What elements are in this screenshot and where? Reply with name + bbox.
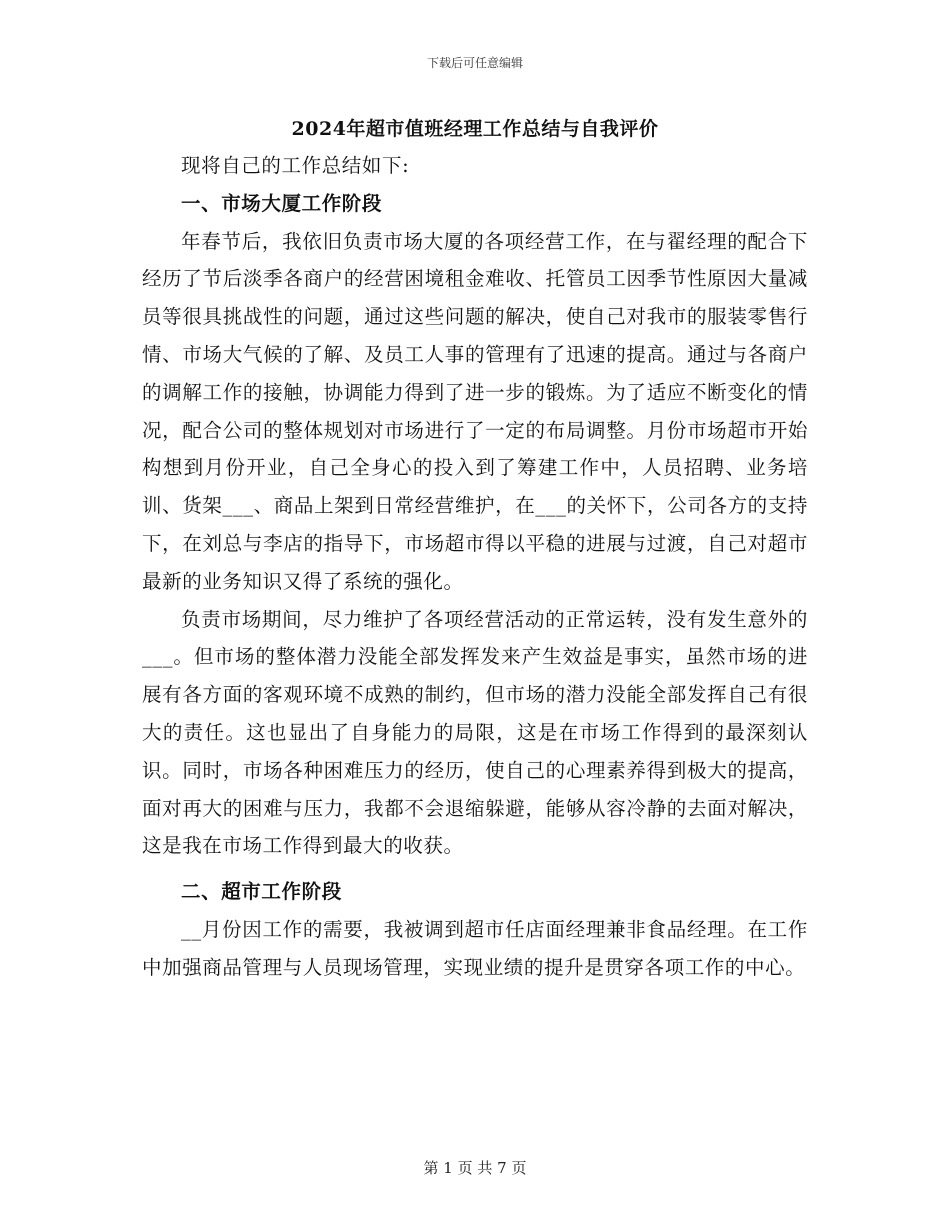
document-title: 2024年超市值班经理工作总结与自我评价 bbox=[291, 118, 659, 140]
body-paragraph-2: 负责市场期间，尽力维护了各项经营活动的正常运转，没有发生意外的___。但市场的整体潜力没能全部发挥发来产生效益是事实，虽然市场的进展有各方面的客观环境不成熟的制约，但市场的潜力没能全部发挥自己有很大的责任。这也显出了自身能力的局限，这是在市场工作得到的最深刻认识。同时，市场各种困难压力的经历，使自己的心理素养得到极大的提高，面对再大的困难与压力，我都不会退缩躲避，能够从容冷静的去面对解决，这是我在市场工作得到最大的收获。 bbox=[142, 607, 808, 858]
document-body bbox=[142, 147, 808, 987]
section-heading-2: 二、超市工作阶段 bbox=[181, 880, 342, 904]
body-paragraph-1: 年春节后，我依旧负责市场大厦的各项经营工作，在与翟经理的配合下经历了节后淡季各商户的经营困境租金难收、托管员工因季节性原因大量减员等很具挑战性的问题，通过这些问题的解决，使自己对我市的服装零售行情、市场大气候的了解、及员工人事的管理有了迅速的提高。通过与各商户的调解工作的接触，协调能力得到了进一步的锻炼。为了适应不断变化的情况，配合公司的整体规划对市场进行了一定的布局调整。月份市场超市开始构想到月份开业，自己全身心的投入到了筹建工作中，人员招聘、业务培训、货架___、商品上架到日常经营维护，在___的关怀下，公司各方的支持下，在刘总与李店的指导下，市场超市得以平稳的进展与过渡，自己对超市最新的业务知识又得了系统的强化。 bbox=[142, 229, 808, 593]
body-paragraph-3: __月份因工作的需要，我被调到超市任店面经理兼非食品经理。在工作中加强商品管理与人员现场管理，实现业绩的提升是贯穿各项工作的中心。 bbox=[142, 917, 808, 979]
section-heading-1: 一、市场大厦工作阶段 bbox=[181, 191, 383, 215]
header-note: 下载后可任意编辑 bbox=[426, 56, 523, 70]
page-footer: 第 1 页 共 7 页 bbox=[423, 1159, 527, 1177]
intro-paragraph: 现将自己的工作总结如下: bbox=[181, 154, 410, 177]
